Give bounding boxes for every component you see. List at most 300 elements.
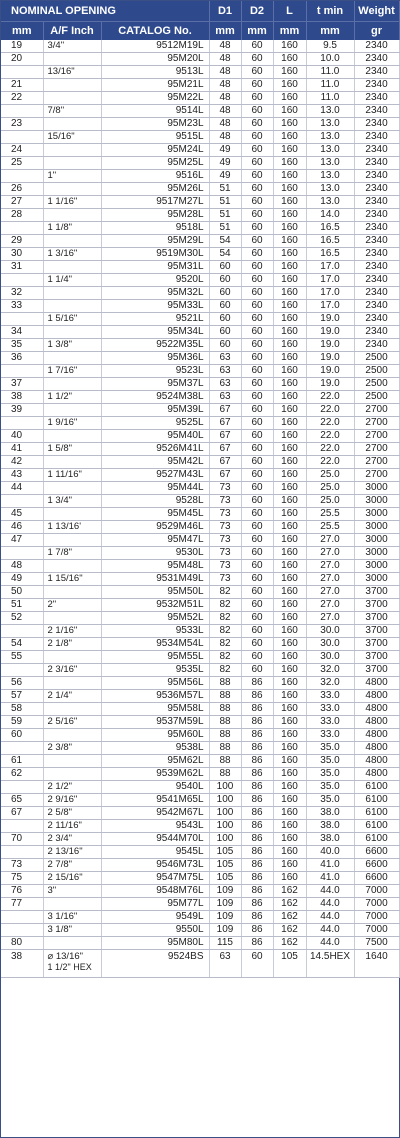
table-row: [1, 183, 399, 196]
cell-l: 160: [273, 872, 306, 885]
cell-mm: 27: [1, 196, 43, 209]
cell-weight: 3000: [354, 508, 399, 521]
cell-d2: 60: [241, 612, 273, 625]
cell-weight: 3700: [354, 612, 399, 625]
cell-d2: 60: [241, 508, 273, 521]
table-row: [1, 911, 399, 924]
cell-weight: 7000: [354, 885, 399, 898]
cell-af-inch: 1 7/16": [43, 365, 101, 378]
cell-d1: 60: [209, 339, 241, 352]
table-row: [1, 612, 399, 625]
cell-mm: 59: [1, 716, 43, 729]
cell-d2: 86: [241, 898, 273, 911]
table-row: [1, 638, 399, 651]
cell-af-inch: [43, 456, 101, 469]
cell-catalog-no: 95M33L: [101, 300, 209, 313]
cell-tmin: 44.0: [306, 911, 354, 924]
cell-l: 160: [273, 157, 306, 170]
table-row: [1, 859, 399, 872]
cell-catalog-no: 95M44L: [101, 482, 209, 495]
table-row: [1, 196, 399, 209]
cell-weight: 2340: [354, 235, 399, 248]
cell-mm: 65: [1, 794, 43, 807]
cell-d1: 73: [209, 482, 241, 495]
cell-tmin: 27.0: [306, 599, 354, 612]
cell-af-inch: [43, 482, 101, 495]
table-row: [1, 53, 399, 66]
cell-l: 160: [273, 846, 306, 859]
cell-mm: 32: [1, 287, 43, 300]
cell-d2: 60: [241, 469, 273, 482]
cell-af-inch: [43, 534, 101, 547]
cell-d2: 86: [241, 794, 273, 807]
cell-af-inch: [43, 300, 101, 313]
cell-weight: 4800: [354, 755, 399, 768]
cell-l: 160: [273, 508, 306, 521]
cell-d2: 60: [241, 40, 273, 53]
cell-tmin: 33.0: [306, 703, 354, 716]
cell-d1: 109: [209, 885, 241, 898]
cell-d1: 88: [209, 677, 241, 690]
cell-mm: 33: [1, 300, 43, 313]
cell-tmin: 22.0: [306, 443, 354, 456]
cell-af-inch: [43, 92, 101, 105]
header-d1: D1: [209, 1, 241, 22]
cell-d1: 67: [209, 430, 241, 443]
cell-tmin: 16.5: [306, 235, 354, 248]
cell-catalog-no: 9536M57L: [101, 690, 209, 703]
cell-l: 160: [273, 820, 306, 833]
cell-af-inch: [43, 937, 101, 950]
cell-tmin: 35.0: [306, 794, 354, 807]
cell-catalog-no: 9529M46L: [101, 521, 209, 534]
cell-weight: 2340: [354, 118, 399, 131]
cell-weight: 3000: [354, 482, 399, 495]
cell-d1: 67: [209, 443, 241, 456]
cell-mm: [1, 222, 43, 235]
table-row: [1, 924, 399, 937]
table-row: [1, 352, 399, 365]
cell-catalog-no: 95M37L: [101, 378, 209, 391]
cell-mm: 34: [1, 326, 43, 339]
cell-af-inch: 1 7/8": [43, 547, 101, 560]
cell-weight: 2700: [354, 469, 399, 482]
cell-weight: 7500: [354, 937, 399, 950]
cell-l: 160: [273, 755, 306, 768]
cell-af-inch: 3 1/16": [43, 911, 101, 924]
cell-mm: 21: [1, 79, 43, 92]
cell-d2: 60: [241, 586, 273, 599]
cell-catalog-no: 9548M76L: [101, 885, 209, 898]
header-l: L: [273, 1, 306, 22]
cell-af-inch: [43, 235, 101, 248]
cell-d2: 60: [241, 638, 273, 651]
cell-catalog-no: 95M62L: [101, 755, 209, 768]
cell-d1: 100: [209, 807, 241, 820]
cell-l: 160: [273, 118, 306, 131]
cell-d1: 82: [209, 599, 241, 612]
cell-mm: 80: [1, 937, 43, 950]
cell-tmin: 19.0: [306, 352, 354, 365]
cell-tmin: 11.0: [306, 66, 354, 79]
cell-catalog-no: 9523L: [101, 365, 209, 378]
table-row: [1, 469, 399, 482]
cell-d2: 86: [241, 703, 273, 716]
cell-l: 160: [273, 807, 306, 820]
cell-d1: 100: [209, 820, 241, 833]
cell-d1: 60: [209, 287, 241, 300]
cell-weight: 6600: [354, 859, 399, 872]
cell-tmin: 13.0: [306, 183, 354, 196]
cell-af-inch: [43, 157, 101, 170]
cell-d2: 60: [241, 625, 273, 638]
cell-tmin: 10.0: [306, 53, 354, 66]
table-row: [1, 820, 399, 833]
cell-d1: 60: [209, 274, 241, 287]
cell-weight: 2340: [354, 131, 399, 144]
cell-mm: [1, 417, 43, 430]
cell-tmin: 14.0: [306, 209, 354, 222]
cell-mm: [1, 820, 43, 833]
cell-af-inch: 1 3/8": [43, 339, 101, 352]
cell-mm: 37: [1, 378, 43, 391]
cell-d1: 88: [209, 703, 241, 716]
unit-l: mm: [273, 22, 306, 41]
cell-weight: 4800: [354, 729, 399, 742]
cell-af-inch: 2": [43, 599, 101, 612]
cell-af-inch: [43, 430, 101, 443]
cell-tmin: 44.0: [306, 937, 354, 950]
table-row: [1, 794, 399, 807]
table-row: [1, 118, 399, 131]
cell-l: 160: [273, 222, 306, 235]
cell-weight: 2340: [354, 196, 399, 209]
cell-d2: 86: [241, 716, 273, 729]
cell-af-inch: 1 15/16": [43, 573, 101, 586]
cell-af-inch: [43, 677, 101, 690]
cell-af-inch: 1 1/8": [43, 222, 101, 235]
cell-d2: 60: [241, 378, 273, 391]
cell-d2: 86: [241, 911, 273, 924]
cell-l: 160: [273, 625, 306, 638]
cell-d2: 60: [241, 144, 273, 157]
cell-weight: 2500: [354, 365, 399, 378]
table-row: [1, 235, 399, 248]
cell-mm: [1, 365, 43, 378]
cell-l: 160: [273, 599, 306, 612]
cell-catalog-no: 9527M43L: [101, 469, 209, 482]
cell-tmin: 35.0: [306, 755, 354, 768]
cell-l: 160: [273, 443, 306, 456]
cell-mm: [1, 105, 43, 118]
cell-d1: 48: [209, 79, 241, 92]
cell-l: 160: [273, 664, 306, 677]
cell-tmin: 13.0: [306, 131, 354, 144]
cell-catalog-no: 9542M67L: [101, 807, 209, 820]
cell-d2: 60: [241, 417, 273, 430]
cell-l: 160: [273, 573, 306, 586]
table-row: [1, 404, 399, 417]
table-row: [1, 209, 399, 222]
cell-catalog-no: 9537M59L: [101, 716, 209, 729]
cell-tmin: 19.0: [306, 326, 354, 339]
cell-mm: 70: [1, 833, 43, 846]
cell-d2: 60: [241, 261, 273, 274]
cell-catalog-no: 95M36L: [101, 352, 209, 365]
cell-d1: 100: [209, 794, 241, 807]
cell-mm: 44: [1, 482, 43, 495]
table-row: [1, 651, 399, 664]
cell-d1: 109: [209, 924, 241, 937]
cell-catalog-no: 9513L: [101, 66, 209, 79]
cell-tmin: 19.0: [306, 339, 354, 352]
cell-tmin: 30.0: [306, 651, 354, 664]
cell-mm: [1, 781, 43, 794]
cell-catalog-no: 95M40L: [101, 430, 209, 443]
table-row: [1, 79, 399, 92]
cell-tmin: 13.0: [306, 170, 354, 183]
cell-d2: 60: [241, 235, 273, 248]
cell-d1: 48: [209, 131, 241, 144]
cell-l: 160: [273, 261, 306, 274]
cell-d1: 67: [209, 456, 241, 469]
cell-weight: 2340: [354, 157, 399, 170]
cell-d1: 60: [209, 326, 241, 339]
cell-d1: 105: [209, 859, 241, 872]
table-row: [1, 768, 399, 781]
cell-catalog-no: 9534M54L: [101, 638, 209, 651]
cell-weight: 6100: [354, 820, 399, 833]
cell-weight: 2340: [354, 183, 399, 196]
cell-af-inch: 1": [43, 170, 101, 183]
cell-weight: 2700: [354, 456, 399, 469]
cell-catalog-no: 9549L: [101, 911, 209, 924]
cell-af-inch: [43, 144, 101, 157]
cell-weight: 2700: [354, 404, 399, 417]
cell-d1: 73: [209, 495, 241, 508]
cell-catalog-no: 95M20L: [101, 53, 209, 66]
cell-d1: 51: [209, 183, 241, 196]
cell-catalog-no: 9531M49L: [101, 573, 209, 586]
cell-d2: 86: [241, 846, 273, 859]
cell-d2: 86: [241, 781, 273, 794]
cell-catalog-no: 95M47L: [101, 534, 209, 547]
cell-d1: 48: [209, 105, 241, 118]
cell-d2: 86: [241, 755, 273, 768]
cell-tmin: 33.0: [306, 729, 354, 742]
cell-d2: 60: [241, 495, 273, 508]
cell-catalog-no: 9545L: [101, 846, 209, 859]
cell-af-inch: [43, 768, 101, 781]
cell-d2: 60: [241, 157, 273, 170]
cell-d1: 49: [209, 170, 241, 183]
cell-mm: 19: [1, 40, 43, 53]
table-row: [1, 690, 399, 703]
cell-d2: 86: [241, 742, 273, 755]
table-row: [1, 495, 399, 508]
cell-d1: 51: [209, 196, 241, 209]
cell-af-inch: 2 5/8": [43, 807, 101, 820]
cell-mm: 75: [1, 872, 43, 885]
table-row: [1, 391, 399, 404]
cell-l: 160: [273, 248, 306, 261]
cell-tmin: 38.0: [306, 820, 354, 833]
cell-weight: 2340: [354, 287, 399, 300]
table-row: [1, 547, 399, 560]
cell-l: 160: [273, 131, 306, 144]
cell-l: 162: [273, 885, 306, 898]
cell-d1: 73: [209, 534, 241, 547]
cell-l: 160: [273, 105, 306, 118]
cell-d2: 60: [241, 651, 273, 664]
cell-tmin: 27.0: [306, 547, 354, 560]
cell-tmin: 35.0: [306, 742, 354, 755]
cell-l: 160: [273, 690, 306, 703]
cell-l: 160: [273, 417, 306, 430]
cell-af-inch: [43, 755, 101, 768]
cell-l: 160: [273, 781, 306, 794]
cell-mm: 77: [1, 898, 43, 911]
cell-tmin: 27.0: [306, 560, 354, 573]
cell-catalog-no: 95M34L: [101, 326, 209, 339]
cell-mm: 40: [1, 430, 43, 443]
cell-d2: 60: [241, 79, 273, 92]
cell-l: 160: [273, 66, 306, 79]
cell-d1: 54: [209, 248, 241, 261]
cell-weight: 2340: [354, 339, 399, 352]
cell-catalog-no: 95M80L: [101, 937, 209, 950]
cell-mm: 29: [1, 235, 43, 248]
af-hex-label: 1 1/2" HEX: [47, 962, 92, 972]
cell-af-inch: 2 3/4": [43, 833, 101, 846]
cell-catalog-no: 9514L: [101, 105, 209, 118]
cell-d1: 67: [209, 469, 241, 482]
cell-catalog-no: 9533L: [101, 625, 209, 638]
cell-af-inch: [43, 898, 101, 911]
table-row: [1, 846, 399, 859]
cell-af-inch: [43, 508, 101, 521]
cell-d1: 48: [209, 118, 241, 131]
cell-mm: 48: [1, 560, 43, 573]
cell-catalog-no: 95M24L: [101, 144, 209, 157]
spec-table: [1, 1, 400, 978]
table-row: [1, 937, 399, 950]
cell-d1: 73: [209, 573, 241, 586]
unit-af-inch: A/F Inch: [43, 22, 101, 41]
cell-catalog-no: 9520L: [101, 274, 209, 287]
cell-catalog-no: 95M29L: [101, 235, 209, 248]
cell-d2: 86: [241, 820, 273, 833]
cell-tmin: 38.0: [306, 833, 354, 846]
cell-mm: 56: [1, 677, 43, 690]
cell-l: 160: [273, 560, 306, 573]
table-row: [1, 781, 399, 794]
cell-tmin: 13.0: [306, 105, 354, 118]
cell-d2: 60: [241, 560, 273, 573]
cell-d1: 51: [209, 209, 241, 222]
cell-weight: 2340: [354, 261, 399, 274]
cell-weight: 2340: [354, 300, 399, 313]
table-row: [1, 521, 399, 534]
cell-mm: 76: [1, 885, 43, 898]
header-nominal-opening: NOMINAL OPENING: [1, 1, 209, 22]
cell-d1: 60: [209, 313, 241, 326]
cell-l: 162: [273, 911, 306, 924]
unit-d1: mm: [209, 22, 241, 41]
cell-weight: 4800: [354, 690, 399, 703]
cell-af-inch: 7/8": [43, 105, 101, 118]
cell-catalog-no: 9521L: [101, 313, 209, 326]
cell-weight: 2340: [354, 40, 399, 53]
cell-af-inch: [43, 183, 101, 196]
cell-catalog-no: 9538L: [101, 742, 209, 755]
cell-weight: 2700: [354, 430, 399, 443]
cell-tmin: 35.0: [306, 768, 354, 781]
cell-mm: 31: [1, 261, 43, 274]
cell-l: 160: [273, 40, 306, 53]
cell-tmin: 11.0: [306, 79, 354, 92]
cell-tmin: 27.0: [306, 612, 354, 625]
cell-af-inch: [43, 287, 101, 300]
cell-catalog-no: 9524M38L: [101, 391, 209, 404]
cell-mm: [1, 846, 43, 859]
cell-l: 160: [273, 716, 306, 729]
cell-d2: 60: [241, 365, 273, 378]
cell-tmin: 13.0: [306, 196, 354, 209]
table-row: [1, 300, 399, 313]
cell-weight: 2500: [354, 391, 399, 404]
cell-catalog-no: 95M25L: [101, 157, 209, 170]
cell-af-inch: 1 1/4": [43, 274, 101, 287]
cell-tmin: 32.0: [306, 677, 354, 690]
cell-af-inch: 1 5/16": [43, 313, 101, 326]
cell-mm: [1, 924, 43, 937]
cell-mm: [1, 547, 43, 560]
table-row: [1, 430, 399, 443]
cell-weight: 2340: [354, 53, 399, 66]
cell-tmin: 17.0: [306, 287, 354, 300]
cell-mm: 57: [1, 690, 43, 703]
cell-af-inch: 2 5/16": [43, 716, 101, 729]
table-row: [1, 807, 399, 820]
table-row: [1, 365, 399, 378]
cell-tmin: 22.0: [306, 417, 354, 430]
cell-mm: [1, 131, 43, 144]
cell-af-inch: 2 13/16": [43, 846, 101, 859]
cell-mm: 25: [1, 157, 43, 170]
table-row: [1, 508, 399, 521]
cell-d2: 60: [241, 664, 273, 677]
cell-tmin: 19.0: [306, 313, 354, 326]
cell-weight: 3000: [354, 547, 399, 560]
cell-weight: 4800: [354, 768, 399, 781]
cell-catalog-no: 9535L: [101, 664, 209, 677]
cell-af-inch: 2 7/8": [43, 859, 101, 872]
cell-tmin: 30.0: [306, 625, 354, 638]
table-row: [1, 742, 399, 755]
cell-mm: [1, 742, 43, 755]
unit-mm: mm: [1, 22, 43, 41]
cell-tmin: 22.0: [306, 391, 354, 404]
cell-l: 160: [273, 404, 306, 417]
cell-af-inch: 1 3/4": [43, 495, 101, 508]
cell-weight: 2500: [354, 352, 399, 365]
cell-tmin: 22.0: [306, 404, 354, 417]
cell-d1: 100: [209, 781, 241, 794]
cell-l: 160: [273, 339, 306, 352]
cell-af-inch: [43, 352, 101, 365]
cell-d1: 105: [209, 846, 241, 859]
